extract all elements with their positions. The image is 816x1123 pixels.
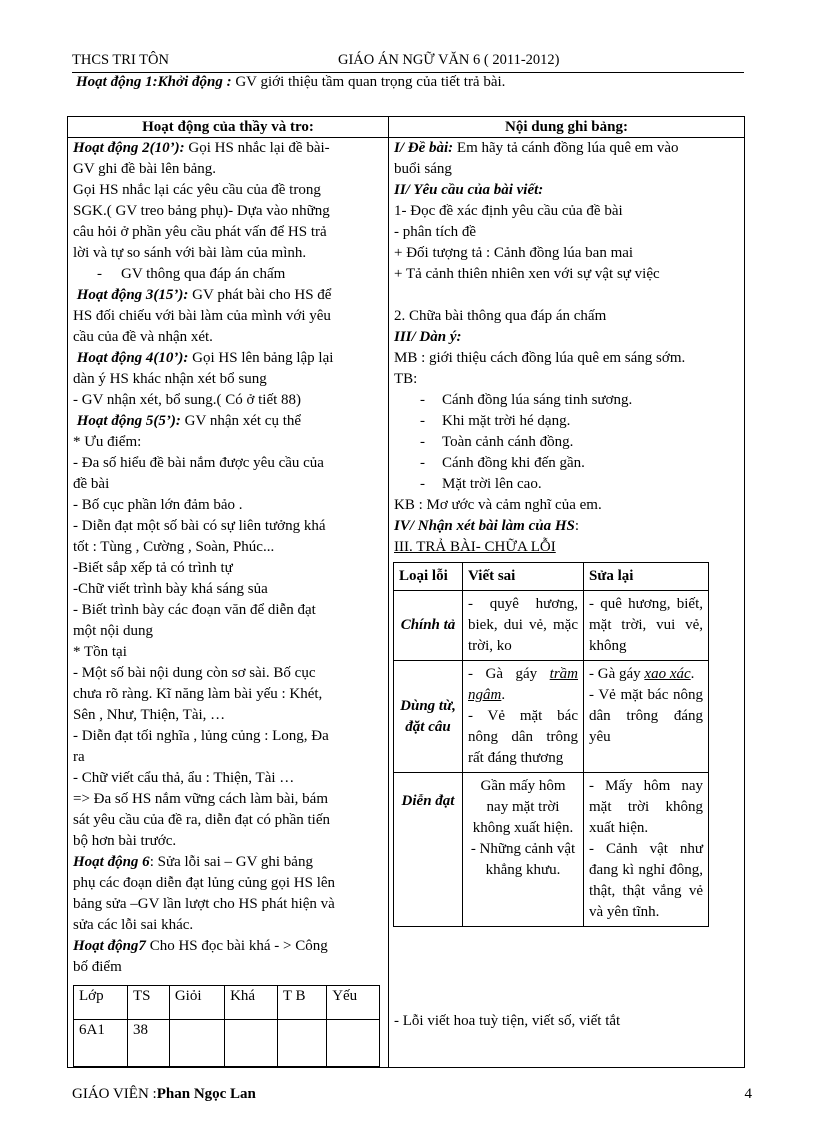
intro-label: Hoạt động 1:Khởi động : — [76, 74, 232, 90]
page-number: 4 — [744, 1086, 752, 1102]
error-header-row: Loại lỗi Viết sai Sửa lại — [394, 563, 709, 591]
intro-text: GV giới thiệu tầm quan trọng của tiết trả bài. — [231, 74, 506, 90]
review-heading: IV/ Nhận xét bài làm của HS: — [394, 518, 580, 534]
error-row-expression: Diễn đạt Gần mấy hôm nay mặt trời không xuất hiện. - Những cảnh vật khẳng khưu. - Mấy hôm nay mặt trời không xuất hiện. - Cảnh vật như đang kì nghỉ đông, thật, thật vắng vẻ và yên tĩnh. — [394, 773, 709, 927]
outline-item: - Cánh đồng khi đến gần. — [420, 455, 585, 471]
error-table — [393, 562, 709, 927]
score-row: 6A1 38 — [74, 1020, 380, 1067]
score-table — [73, 985, 380, 1067]
right-column-tail: - Lỗi viết hoa tuỳ tiện, viết số, viết tắt — [394, 1013, 621, 1029]
error-row-wording: Dùng từ, đặt câu - Gà gáy trầm ngâm. - Vẻ mặt bác nông dân trông rất đáng thương - Gà gáy xao xác. - Vẻ mặt bác nông dân trông đáng yêu — [394, 661, 709, 773]
activity-4: Hoạt động 4(10’): Gọi HS lên bảng lập lại — [76, 350, 334, 366]
teacher-name: Phan Ngọc Lan — [156, 1086, 256, 1102]
school-name: THCS TRI TÔN — [72, 52, 169, 68]
outline-item: - Mặt trời lên cao. — [420, 476, 542, 492]
activity-3: Hoạt động 3(15’): GV phát bài cho HS để — [76, 287, 332, 303]
score-header-row: Lớp TS Giỏi Khá T B Yếu — [74, 986, 380, 1020]
outline-heading: III/ Dàn ý: — [394, 329, 462, 345]
correction-heading: III. TRẢ BÀI- CHỮA LỖI — [394, 539, 556, 555]
left-column-header: Hoạt động của thầy và tro: — [142, 119, 314, 135]
activity-7: Hoạt động7 Cho HS đọc bài khá - > Công — [73, 938, 328, 954]
page-header — [72, 52, 744, 73]
teacher-label: GIÁO VIÊN : — [72, 1086, 157, 1102]
activity-6: Hoạt động 6: Sửa lỗi sai – GV ghi bảng — [73, 854, 313, 870]
doc-title: GIÁO ÁN NGỮ VĂN 6 ( 2011-2012) — [338, 52, 560, 68]
activity-5: Hoạt động 5(5’): GV nhận xét cụ thể — [76, 413, 302, 429]
left-column: Hoạt động 2(10’): Gọi HS nhắc lại đề bài- GV ghi đề bài lên bảng. Gọi HS nhắc lại các yêu cầu của đề trong SGK.( GV treo bảng phụ)- Dựa vào những câu hỏi ở phần yêu cầu phát vấn để HS trả lời và tự so sánh với bài làm của mình. - GV thông qua đáp án chấm Hoạt động 3(15’): GV phát bài cho HS để HS đối chiếu với bài làm của mình với yêu cầu của đề và nhận xét. Hoạt động 4(10’): Gọi HS lên bảng lập lại dàn ý HS khác nhận xét bổ sung - GV nhận xét, bổ sung.( Có ở tiết 88) Hoạt động 5(5’): GV nhận xét cụ thể * Ưu điểm: - Đa số hiểu đề bài nắm được yêu cầu của đề bài - Bố cục phần lớn đảm bảo . - Diễn đạt một số bài có sự liên tưởng khá tốt : Tùng , Cường , Soàn, Phúc... -Biết sắp xếp tả có trình tự -Chữ viết trình bày khá sáng sủa - Biết trình bày các đoạn văn để diễn đạt một nội dung * Tồn tại - Một số bài nội dung còn sơ sài. Bố cục chưa rõ ràng. Kĩ năng làm bài yếu : Khét, Sên , Như, Thiện, Tài, … - Diễn đạt tối nghĩa , lủng củng : Long, Đa ra - Chữ viết cẩu thả, ẩu : Thiện, Tài … => Đa số HS nắm vững cách làm bài, bám sát yêu cầu của đề ra, diễn đạt có phần tiến bộ hơn bài trước. Hoạt động 6: Sửa lỗi sai – GV ghi bảng phụ các đoạn diễn đạt lủng củng gọi HS lên bảng sửa –GV lần lượt cho HS phát hiện và sửa các lỗi sai khác. Hoạt động7 Cho HS đọc bài khá - > Công bố điểm — [73, 138, 385, 978]
page-footer — [72, 1086, 752, 1103]
requirements-heading: II/ Yêu cầu của bài viết: — [394, 182, 544, 198]
right-column-header: Nội dung ghi bảng: — [505, 119, 628, 135]
activity-2: Hoạt động 2(10’): Gọi HS nhắc lại đề bài- — [73, 140, 330, 156]
outline-item: - Cánh đồng lúa sáng tinh sương. — [420, 392, 633, 408]
right-column: I/ Đề bài: Em hãy tả cánh đồng lúa quê em vào buổi sáng II/ Yêu cầu của bài viết: 1- Đọc đề xác định yêu cầu của đề bài - phân tích đề + Đối tượng tả : Cảnh đồng lúa ban mai + Tả cảnh thiên nhiên xen với sự vật sự việc 2. Chữa bài thông qua đáp án chấm III/ Dàn ý: MB : giới thiệu cách đồng lúa quê em sáng sớm. TB: - Cánh đồng lúa sáng tinh sương. - Khi mặt trời hé dạng. - Toàn cảnh cánh đồng. - Cánh đồng khi đến gần. - Mặt trời lên cao. KB : Mơ ước và cảm nghĩ của em. IV/ Nhận xét bài làm của HS: III. TRẢ BÀI- CHỮA LỖI — [394, 138, 742, 558]
outline-item: - Khi mặt trời hé dạng. — [420, 413, 571, 429]
outline-item: - Toàn cảnh cánh đồng. — [420, 434, 574, 450]
intro-line — [76, 74, 505, 91]
exam-topic: I/ Đề bài: Em hãy tả cánh đồng lúa quê em vào — [394, 140, 679, 156]
error-row-spelling: Chính tả - quyê hương, biek, dui vẻ, mặc trời, ko - quê hương, biết, mặt trời, vui vẻ, không — [394, 591, 709, 661]
column-divider — [388, 117, 389, 1067]
